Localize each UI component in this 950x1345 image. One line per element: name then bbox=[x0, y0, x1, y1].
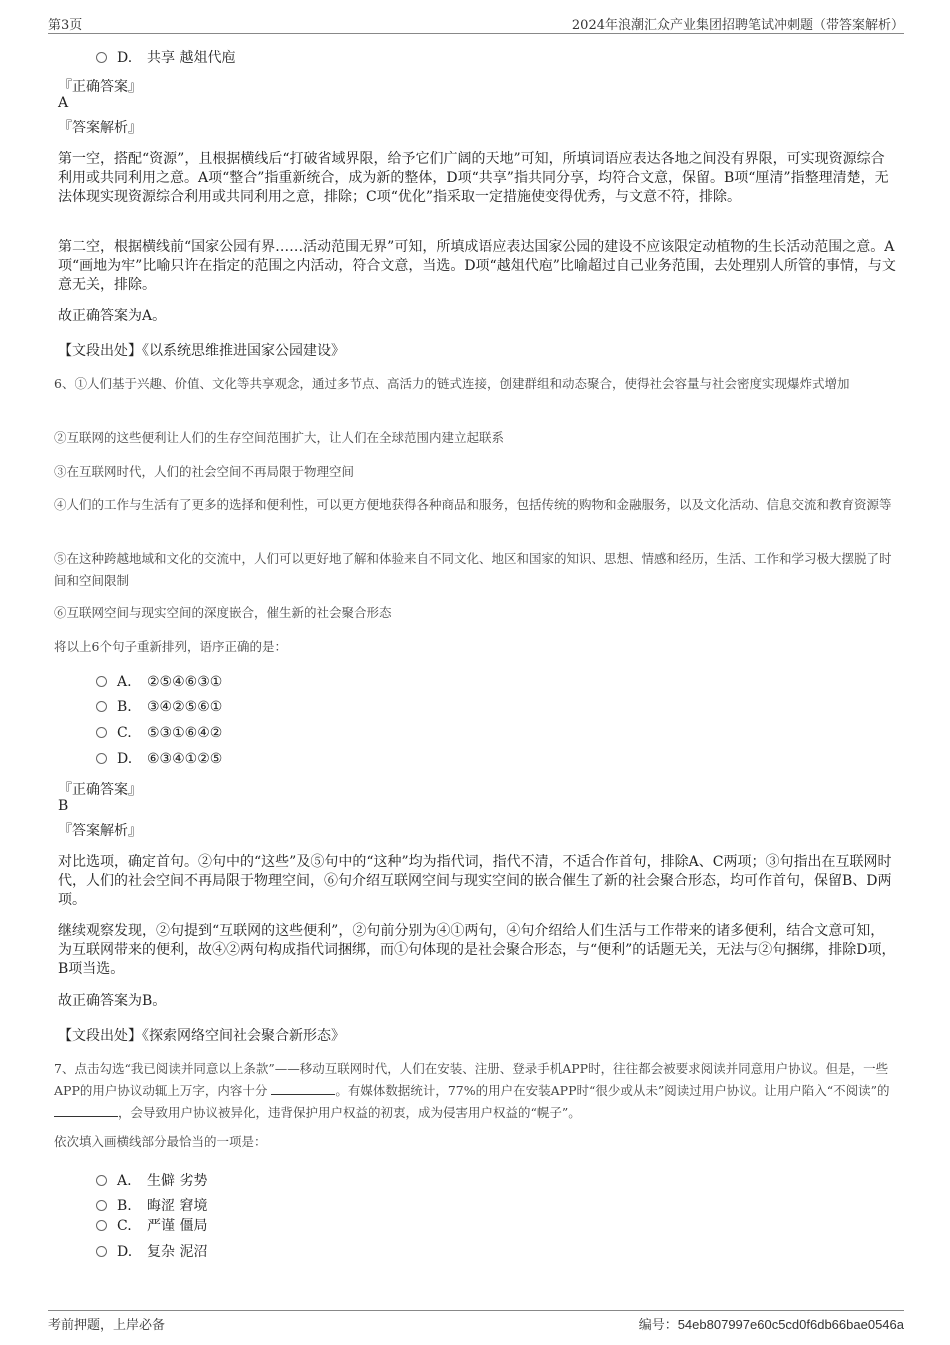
conclusion: 故正确答案为A。 bbox=[58, 308, 167, 324]
radio-icon[interactable] bbox=[96, 676, 107, 687]
radio-icon[interactable] bbox=[96, 753, 107, 764]
question-stem: ④人们的工作与生活有了更多的选择和便利性，可以更方便地获得各种商品和服务，包括传统的购物和金融服务，以及文化活动、信息交流和教育资源等 bbox=[54, 497, 892, 512]
question-stem: ⑥互联网空间与现实空间的深度嵌合，催生新的社会聚合形态 bbox=[54, 605, 392, 620]
source-citation: 【文段出处】《探索网络空间社会聚合新形态》 bbox=[58, 1028, 345, 1044]
radio-icon[interactable] bbox=[96, 1220, 107, 1231]
q6-option-b[interactable]: B. ③④②⑤⑥① bbox=[96, 699, 222, 715]
q7-option-b[interactable]: B. 晦涩 窘境 bbox=[96, 1195, 207, 1215]
q7-option-a[interactable]: A. 生僻 劣势 bbox=[96, 1170, 207, 1190]
radio-icon[interactable] bbox=[96, 701, 107, 712]
question-prompt: 将以上6个句子重新排列，语序正确的是： bbox=[54, 639, 287, 654]
question-stem: 6、①人们基于兴趣、价值、文化等共享观念，通过多节点、高活力的链式连接，创建群组和动态聚合，使得社会容量与社会密度实现爆炸式增加 bbox=[54, 376, 850, 391]
radio-icon[interactable] bbox=[96, 727, 107, 738]
question-stem: 7、点击勾选“我已阅读并同意以上条款”——移动互联网时代，人们在安装、注册、登录手机APP时，往往都会被要求阅读并同意用户协议。但是，一些APP的用户协议动辄上万字，内容十分 。有媒体数据统计，77%的用户在安装APP时“很少或从未”阅读过用户协议。让用户陷入“不阅读”的 ，会导致用户协议被异化，违背保护用户权益的初衷，成为侵害用户权益的“幌子”。 bbox=[54, 1061, 890, 1120]
q6-option-a[interactable]: A. ②⑤④⑥③① bbox=[96, 674, 222, 690]
q6-option-c[interactable]: C. ⑤③①⑥④② bbox=[96, 725, 222, 741]
q7-option-c[interactable]: C. 严谨 僵局 bbox=[96, 1215, 207, 1235]
header-rule bbox=[48, 33, 904, 34]
radio-icon[interactable] bbox=[96, 1175, 107, 1186]
footer-slogan: 考前押题，上岸必备 bbox=[48, 1318, 166, 1333]
question-stem: ③在互联网时代，人们的社会空间不再局限于物理空间 bbox=[54, 464, 355, 479]
q5-option-d[interactable]: D. 共享 越俎代庖 bbox=[96, 47, 235, 67]
answer-value: A bbox=[58, 95, 69, 111]
answer-label: 『正确答案』 bbox=[58, 79, 142, 95]
analysis-label: 『答案解析』 bbox=[58, 120, 142, 136]
footer-rule bbox=[48, 1310, 904, 1311]
answer-label: 『正确答案』 bbox=[58, 782, 142, 798]
question-stem: ⑤在这种跨越地域和文化的交流中，人们可以更好地了解和体验来自不同文化、地区和国家的知识、思想、情感和经历，生活、工作和学习极大摆脱了时间和空间限制 bbox=[54, 551, 892, 588]
analysis-label: 『答案解析』 bbox=[58, 823, 142, 839]
radio-icon[interactable] bbox=[96, 1200, 107, 1211]
analysis-paragraph: 第二空，根据横线前“国家公园有界……活动范围无界”可知，所填成语应表达国家公园的建设不应该限定动植物的生长活动范围之意。A项“画地为牢”比喻只许在指定的范围之内活动，符合文意，当选。D项“越俎代庖”比喻超过自己业务范围，去处理别人所管的事情，与文意无关，排除。 bbox=[58, 239, 896, 293]
source-citation: 【文段出处】《以系统思维推进国家公园建设》 bbox=[58, 343, 345, 359]
q6-option-d[interactable]: D. ⑥③④①②⑤ bbox=[96, 751, 222, 767]
answer-value: B bbox=[58, 798, 69, 814]
radio-icon[interactable] bbox=[96, 52, 107, 63]
fill-blank bbox=[271, 1082, 335, 1095]
q7-option-d[interactable]: D. 复杂 泥沼 bbox=[96, 1241, 207, 1261]
radio-icon[interactable] bbox=[96, 1246, 107, 1257]
analysis-paragraph: 第一空，搭配“资源”，且根据横线后“打破省域界限，给予它们广阔的天地”可知，所填词语应表达各地之间没有界限，可实现资源综合利用或共同利用之意。A项“整合”指重新统合，成为新的整体，D项“共享”指共同分享，均符合文意，保留。B项“厘清”指整理清楚，无法体现实现资源综合利用或共同利用之意，排除；C项“优化”指采取一定措施使变得优秀，与文意不符，排除。 bbox=[58, 151, 889, 205]
analysis-paragraph: 对比选项，确定首句。②句中的“这些”及⑤句中的“这种”均为指代词，指代不清，不适合作首句，排除A、C两项；③句指出在互联网时代，人们的社会空间不再局限于物理空间，⑥句介绍互联网空间与现实空间的嵌合催生了新的社会聚合形态，均可作首句，保留B、D两项。 bbox=[58, 854, 892, 908]
analysis-paragraph: 继续观察发现，②句提到“互联网的这些便利”，②句前分别为④①两句，④句介绍给人们生活与工作带来的诸多便利，结合文意可知，为互联网带来的便利，故④②两句构成指代词捆绑，而①句体现的是社会聚合形态，与“便利”的话题无关，无法与②句捆绑，排除D项，B项当选。 bbox=[58, 923, 896, 977]
page-number: 第3页 bbox=[48, 18, 83, 33]
question-prompt: 依次填入画横线部分最恰当的一项是： bbox=[54, 1134, 267, 1149]
document-title: 2024年浪潮汇众产业集团招聘笔试冲刺题（带答案解析） bbox=[571, 18, 904, 33]
conclusion: 故正确答案为B。 bbox=[58, 993, 167, 1009]
question-stem: ②互联网的这些便利让人们的生存空间范围扩大，让人们在全球范围内建立起联系 bbox=[54, 430, 505, 445]
document-id: 编号：54eb807997e60c5cd0f6db66bae0546a bbox=[638, 1317, 904, 1332]
fill-blank bbox=[54, 1104, 118, 1117]
